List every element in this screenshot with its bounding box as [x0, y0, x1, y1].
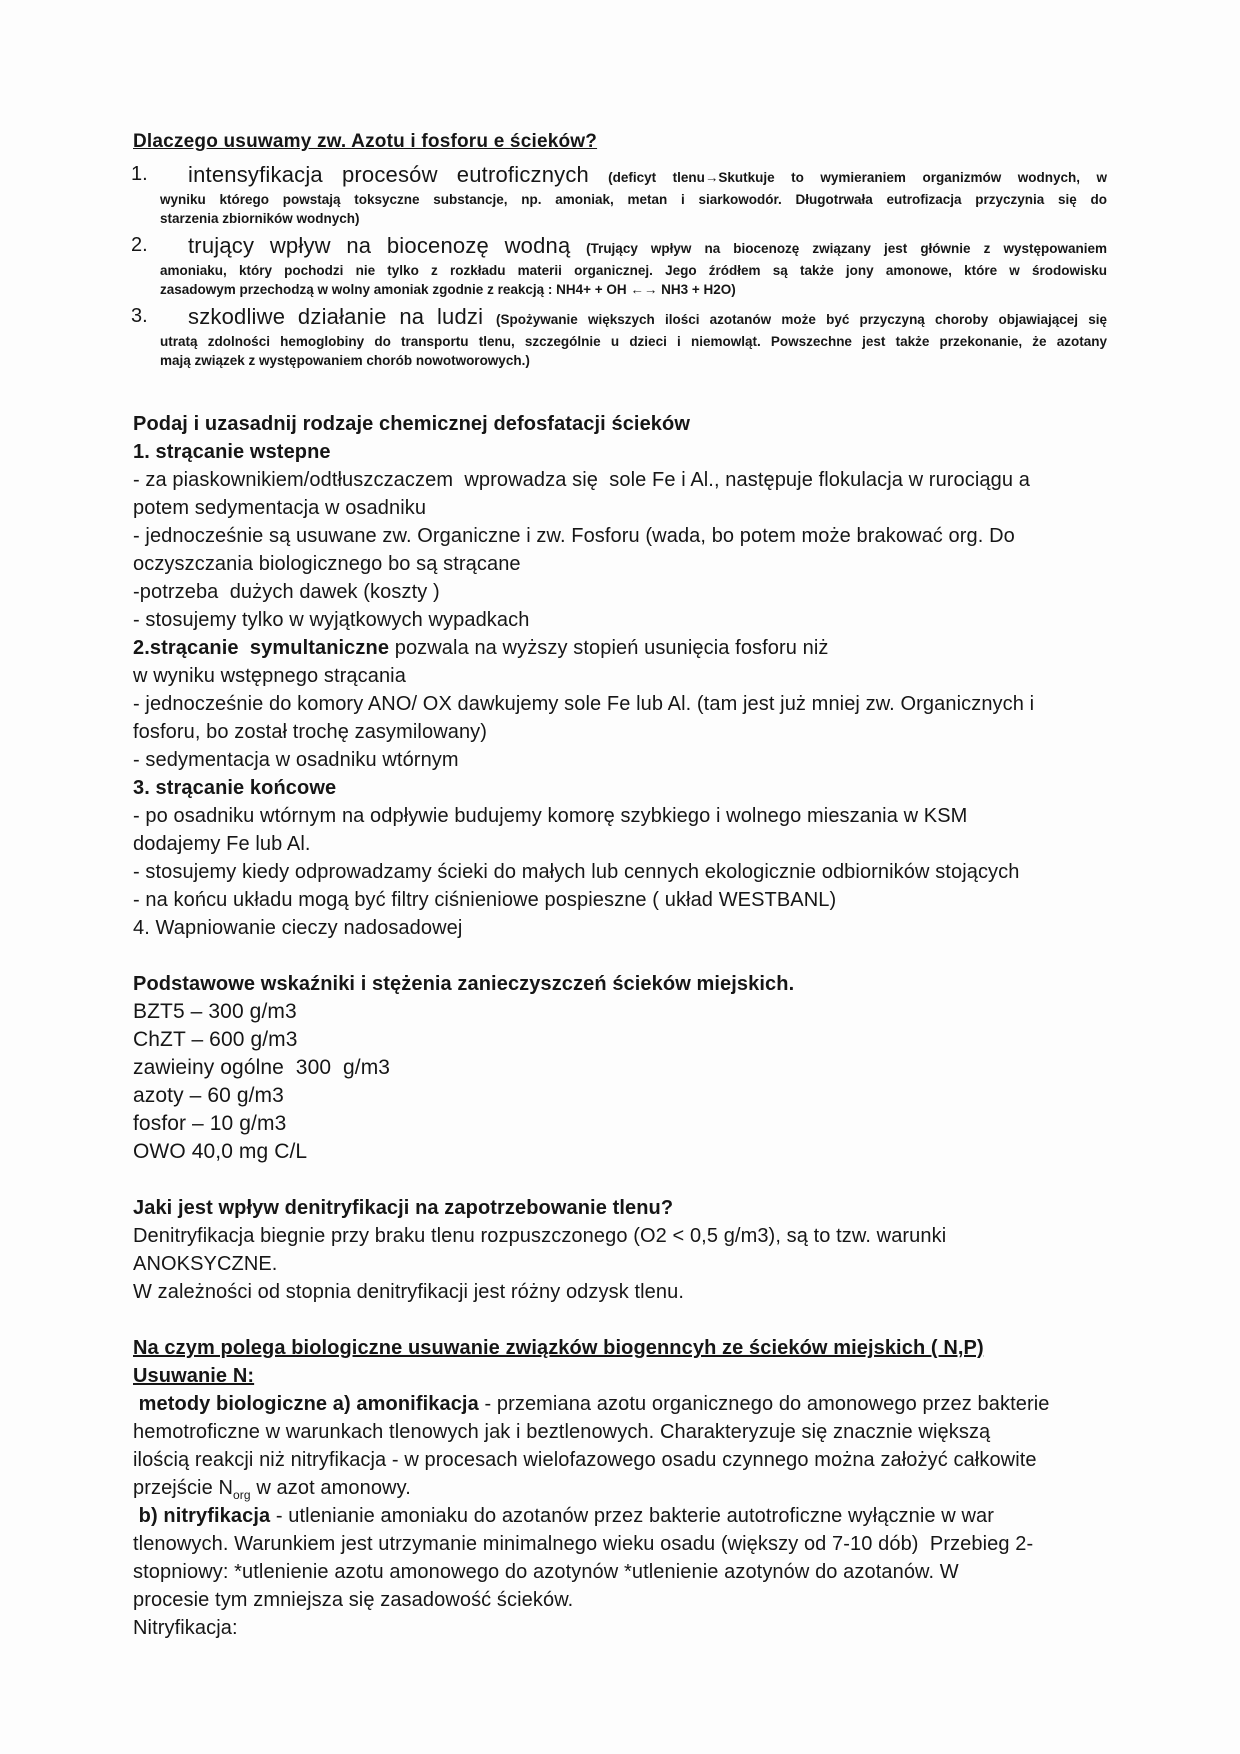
item-detail: (Spożywanie większych ilości azotanów może być przyczyną choroby objawiającej się — [495, 312, 1107, 327]
item-line: mają związek z występowaniem chorób nowotworowych.) — [160, 353, 530, 368]
text-line — [133, 1474, 1107, 1502]
text-line: - stosujemy tylko w wyjątkowych wypadkach — [133, 609, 530, 631]
text-line: - stosujemy kiedy odprowadzamy ścieki do małych lub cennych ekologicznie odbiorników stojących — [133, 861, 1020, 883]
text-line: oczyszczania biologicznego bo są strącane — [133, 553, 521, 575]
section-question-2 — [133, 410, 1107, 942]
regular-text: - przemiana azotu organicznego do amonowego przez bakterie — [478, 1393, 1050, 1415]
text-line: OWO 40,0 mg C/L — [133, 1140, 308, 1163]
text-line — [133, 1502, 1107, 1530]
bold-text: 2.strącanie symultaniczne — [133, 637, 390, 659]
item-line — [160, 304, 1107, 332]
list-item — [131, 233, 1107, 299]
text-line: - jednocześnie są usuwane zw. Organiczne i zw. Fosforu (wada, bo potem może brakować org. Do — [133, 525, 1015, 547]
text-line: ANOKSYCZNE. — [133, 1253, 278, 1275]
section-title: Jaki jest wpływ denitryfikacji na zapotrzebowanie tlenu? — [133, 1197, 674, 1219]
text-line: azoty – 60 g/m3 — [133, 1084, 284, 1107]
text-line — [133, 634, 1107, 662]
section-title: Na czym polega biologiczne usuwanie związków biogenncyh ze ścieków miejskich ( N,P) — [133, 1337, 984, 1359]
text-line: - na końcu układu mogą być filtry ciśnieniowe pospieszne ( układ WESTBANL) — [133, 889, 837, 911]
text-line: - za piaskownikiem/odtłuszczaczem wprowadza się sole Fe i Al., następuje flokulacja w rurociągu a — [133, 469, 1030, 491]
item-line: zasadowym przechodzą w wolny amoniak zgodnie z reakcją : NH4+ + OH ←→ NH3 + H2O) — [160, 282, 736, 297]
item-line: amoniaku, który pochodzi nie tylko z rozkładu materii organicznej. Jego źródłem są także jony amonowe, które w środowisku — [160, 263, 1107, 278]
item-detail: (deficyt tlenu→Skutkuje to wymieraniem organizmów wodnych, w — [608, 170, 1107, 185]
regular-text: - utlenianie amoniaku do azotanów przez bakterie autotroficzne wyłącznie w war — [270, 1505, 995, 1527]
question-title: Dlaczego usuwamy zw. Azotu i fosforu e ścieków? — [133, 131, 598, 152]
text-line: Denitryfikacja biegnie przy braku tlenu rozpuszczonego (O2 < 0,5 g/m3), są to tzw. warunki — [133, 1225, 947, 1247]
regular-text: pozwala na wyższy stopień usunięcia fosforu niż — [389, 637, 829, 659]
item-line — [160, 162, 1107, 190]
item-lead: intensyfikacja procesów eutroficznych — [188, 162, 609, 187]
item-lead: szkodliwe działanie na ludzi — [188, 304, 496, 329]
section-title: Podstawowe wskaźniki i stężenia zanieczyszczeń ścieków miejskich. — [133, 973, 795, 995]
section-question-1 — [133, 130, 1107, 370]
bold-text: b) nitryfikacja — [133, 1505, 271, 1527]
text-line: potem sedymentacja w osadniku — [133, 497, 427, 519]
list-item — [131, 304, 1107, 370]
item-line: wyniku którego powstają toksyczne substancje, np. amoniak, metan i siarkowodór. Długotrwała eutrofizacja przyczynia się do — [160, 192, 1107, 207]
item-number: 3. — [131, 305, 148, 327]
text-line: zawieiny ogólne 300 g/m3 — [133, 1056, 391, 1079]
bold-text: 1. strącanie wstepne — [133, 441, 331, 463]
section-subtitle: Usuwanie N: — [133, 1365, 255, 1387]
text-line: w wyniku wstępnego strącania — [133, 665, 406, 687]
text-line: Nitryfikacja: — [133, 1617, 238, 1639]
text-line: ilością reakcji niż nitryfikacja - w procesach wielofazowego osadu czynnego można założyć całkowite — [133, 1449, 1037, 1471]
item-line: starzenia zbiorników wodnych) — [160, 211, 360, 226]
section-title: Podaj i uzasadnij rodzaje chemicznej defosfatacji ścieków — [133, 413, 690, 435]
text-line: - po osadniku wtórnym na odpływie budujemy komorę szybkiego i wolnego mieszania w KSM — [133, 805, 968, 827]
text-line: tlenowych. Warunkiem jest utrzymanie minimalnego wieku osadu (większy od 7-10 dób) Przebieg 2- — [133, 1533, 1034, 1555]
regular-text: w azot amonowy. — [250, 1477, 411, 1499]
text-line: W zależności od stopnia denitryfikacji jest różny odzysk tlenu. — [133, 1281, 684, 1303]
item-number: 2. — [131, 234, 148, 256]
section-question-5 — [133, 1334, 1107, 1642]
item-detail: (Trujący wpływ na biocenozę związany jest głównie z występowaniem — [586, 241, 1107, 256]
bold-text: 3. strącanie końcowe — [133, 777, 337, 799]
text-line — [133, 1390, 1107, 1418]
text-line: 4. Wapniowanie cieczy nadosadowej — [133, 917, 463, 939]
text-line: stopniowy: *utlenienie azotu amonowego do azotynów *utlenienie azotynów do azotanów. W — [133, 1561, 959, 1583]
text-line: dodajemy Fe lub Al. — [133, 833, 311, 855]
bold-text: metody biologiczne a) amonifikacja — [133, 1393, 479, 1415]
text-line — [133, 438, 1107, 466]
text-line: - jednocześnie do komory ANO/ OX dawkujemy sole Fe lub Al. (tam jest już mniej zw. Organicznych i — [133, 693, 1035, 715]
section-question-3 — [133, 970, 1107, 1166]
regular-text: przejście N — [133, 1477, 234, 1499]
text-line: hemotroficzne w warunkach tlenowych jak i beztlenowych. Charakteryzuje się znacznie większą — [133, 1421, 991, 1443]
section-question-4 — [133, 1194, 1107, 1306]
item-number: 1. — [131, 163, 148, 185]
text-line: ChZT – 600 g/m3 — [133, 1028, 298, 1051]
text-line: fosfor – 10 g/m3 — [133, 1112, 287, 1135]
text-line: -potrzeba dużych dawek (koszty ) — [133, 581, 440, 603]
text-line: - sedymentacja w osadniku wtórnym — [133, 749, 459, 771]
text-line: procesie tym zmniejsza się zasadowość ścieków. — [133, 1589, 574, 1611]
item-line: utratą zdolności hemoglobiny do transportu tlenu, szczególnie u dzieci i niemowląt. Powszechne jest także przekonanie, że azotany — [160, 334, 1107, 349]
item-lead: trujący wpływ na biocenozę wodną — [188, 233, 587, 258]
subscript-text: org — [233, 1488, 251, 1502]
text-line: fosforu, bo został trochę zasymilowany) — [133, 721, 488, 743]
text-line: BZT5 – 300 g/m3 — [133, 1000, 297, 1023]
item-line — [160, 233, 1107, 261]
list-item — [131, 162, 1107, 228]
text-line — [133, 774, 1107, 802]
